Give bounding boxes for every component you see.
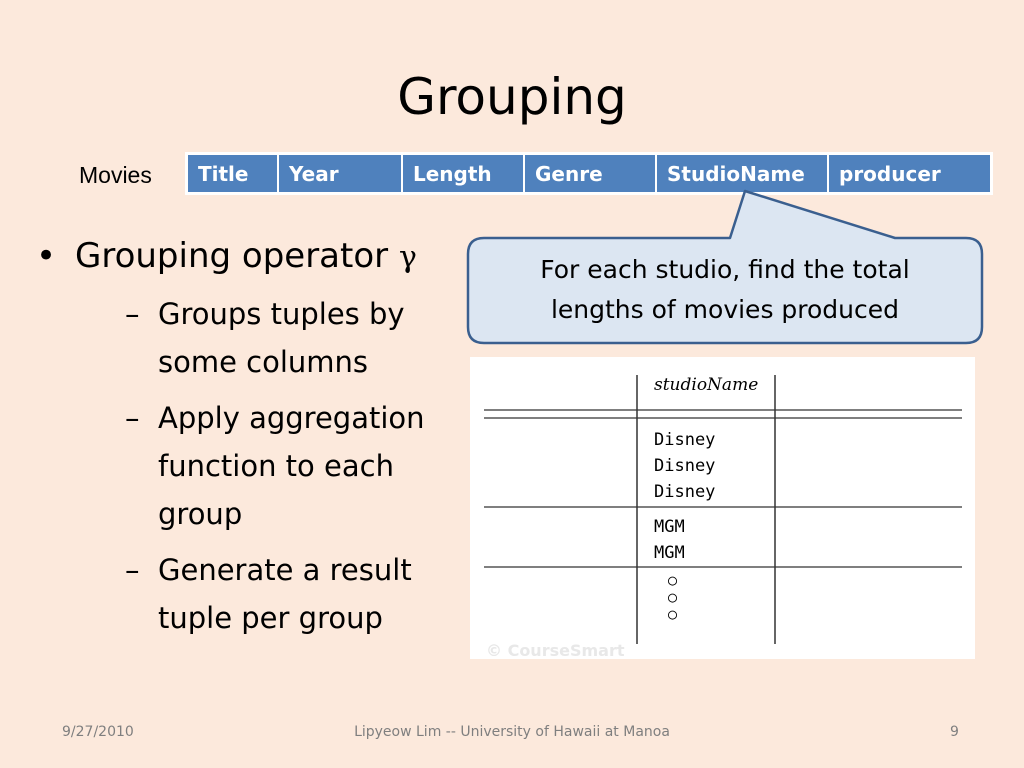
- column-producer: producer: [828, 154, 991, 193]
- figure-value: MGM: [654, 543, 685, 563]
- sub-bullet-text: Generate a result tuple per group: [158, 553, 412, 635]
- sub-bullet-text: Apply aggregation function to each group: [158, 401, 425, 531]
- column-studioname: StudioName: [656, 154, 828, 193]
- figure-ellipsis: [668, 572, 677, 623]
- column-title: Title: [187, 154, 278, 193]
- gamma-symbol: γ: [398, 240, 417, 275]
- figure-value: Disney: [654, 482, 716, 502]
- figure-column-header: studioName: [654, 375, 759, 395]
- figure-watermark: © CourseSmart: [486, 641, 625, 660]
- dash-marker: –: [125, 401, 140, 435]
- dash-marker: –: [125, 297, 140, 331]
- callout-text: [470, 250, 980, 330]
- footer-date: 9/27/2010: [62, 724, 134, 740]
- relation-label: Movies: [79, 162, 152, 188]
- column-year: Year: [278, 154, 402, 193]
- column-length: Length: [402, 154, 524, 193]
- page-number: 9: [950, 724, 959, 740]
- figure-grid: [470, 357, 975, 659]
- figure-value: Disney: [654, 456, 716, 476]
- bullet-dot: •: [36, 236, 57, 276]
- grouping-figure: [470, 357, 975, 659]
- dash-marker: –: [125, 553, 140, 587]
- ellipsis-circle: ○: [668, 605, 678, 623]
- column-genre: Genre: [524, 154, 656, 193]
- ellipsis-circle: ○: [668, 571, 678, 589]
- figure-value: MGM: [654, 517, 685, 537]
- footer-author: Lipyeow Lim -- University of Hawaii at Manoa: [354, 724, 670, 740]
- sub-bullet-text: Groups tuples by some columns: [158, 297, 405, 379]
- callout-line-1: For each studio, find the total: [540, 255, 910, 284]
- slide-title: Grouping: [397, 68, 627, 126]
- callout-line-2: lengths of movies produced: [550, 295, 900, 324]
- ellipsis-circle: ○: [668, 588, 678, 606]
- figure-value: Disney: [654, 430, 716, 450]
- bullet-text: Grouping operator: [75, 236, 399, 276]
